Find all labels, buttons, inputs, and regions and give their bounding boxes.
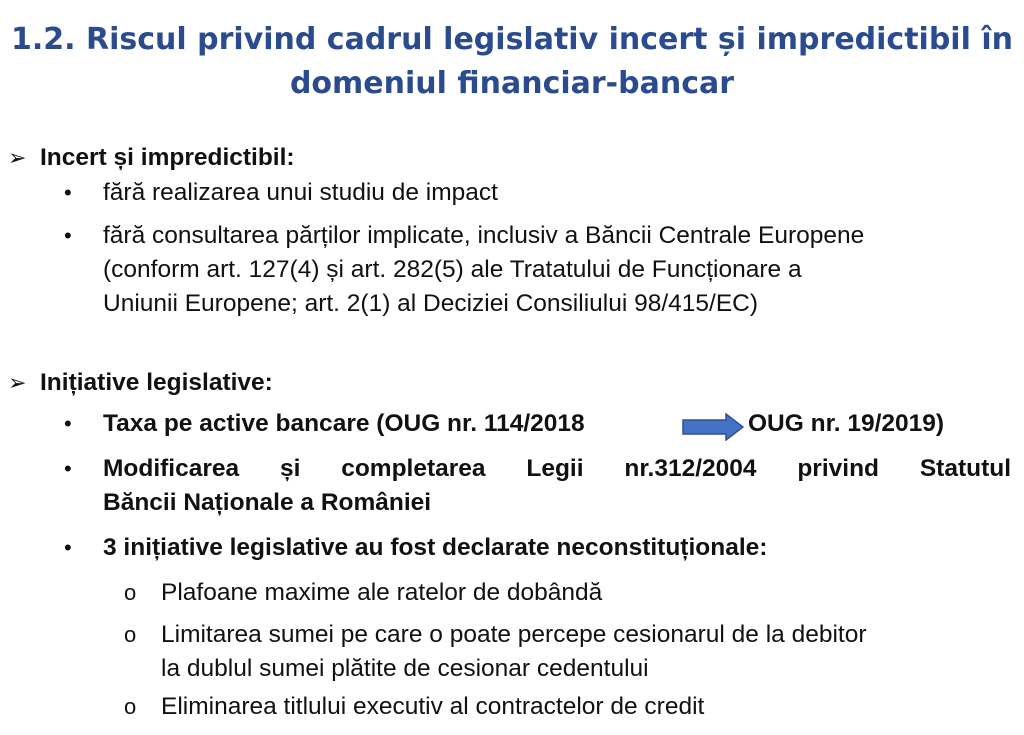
title-line-2: domeniul financiar-bancar xyxy=(289,66,735,101)
sub-list-item: Plafoane maxime ale ratelor de dobândă xyxy=(161,579,603,606)
sub-list-item: Eliminarea titlului executiv al contractelor de credit xyxy=(161,693,705,720)
arrowhead-bullet-icon: ➢ xyxy=(8,370,27,395)
list-item-line: Modificarea și completarea Legii nr.312/2004 privind Statutul xyxy=(103,455,1011,482)
list-item-line: Uniunii Europene; art. 2(1) al Deciziei Consiliului 98/415/EC) xyxy=(103,290,759,317)
bullet-icon: • xyxy=(64,411,72,436)
list-item-line: Băncii Naționale a României xyxy=(103,489,432,516)
arrowhead-bullet-icon: ➢ xyxy=(8,145,27,170)
circle-bullet-icon: o xyxy=(124,580,137,605)
list-item: 3 inițiative legislative au fost declarate neconstituționale: xyxy=(103,534,768,561)
bullet-icon: • xyxy=(64,180,72,205)
section-heading-incert xyxy=(8,141,295,175)
circle-bullet-icon: o xyxy=(124,622,137,647)
section-heading-label: Inițiative legislative: xyxy=(40,369,273,396)
bullet-icon: • xyxy=(64,223,72,248)
sub-list-item-line: la dublul sumei plătite de cesionar cedentului xyxy=(161,655,649,682)
title-line-1: 1.2. Riscul privind cadrul legislativ incert și impredictibil în xyxy=(11,22,1013,57)
slide-title xyxy=(0,18,1024,106)
bullet-icon: • xyxy=(64,535,72,560)
list-item-tax-part2: OUG nr. 19/2019) xyxy=(748,410,945,437)
list-item-line: fără consultarea părților implicate, inclusiv a Băncii Centrale Europene xyxy=(103,222,865,249)
section-heading-initiative xyxy=(8,366,273,400)
sub-list-item-line: Limitarea sumei pe care o poate percepe cesionarul de la debitor xyxy=(161,621,867,648)
circle-bullet-icon: o xyxy=(124,694,137,719)
bullet-icon: • xyxy=(64,456,72,481)
list-item: fără realizarea unui studiu de impact xyxy=(103,179,498,206)
right-arrow-icon xyxy=(682,413,744,441)
list-item-line: (conform art. 127(4) și art. 282(5) ale Tratatului de Funcționare a xyxy=(103,256,802,283)
section-heading-label: Incert și impredictibil: xyxy=(40,144,295,171)
list-item-tax-part1: Taxa pe active bancare (OUG nr. 114/2018 xyxy=(103,410,585,437)
